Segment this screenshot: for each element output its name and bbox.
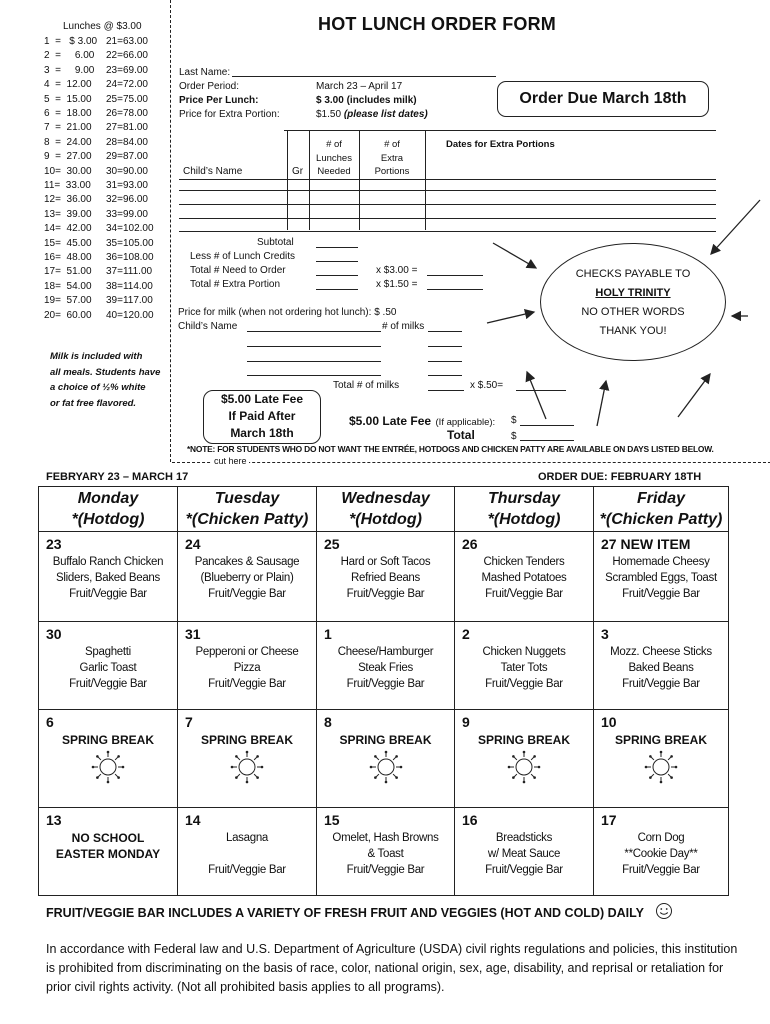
price-cell: 38=114.00 — [106, 280, 153, 292]
day-number: 8 — [324, 714, 332, 730]
menu-items — [317, 554, 454, 602]
price-cell: 29=87.00 — [106, 151, 148, 163]
spring-break-label: SPRING BREAK — [200, 733, 293, 747]
checks-line-3: NO OTHER WORDS — [581, 306, 685, 318]
day-header-line: *(Chicken Patty) — [599, 511, 723, 528]
less-credits-label: Less # of Lunch Credits — [190, 251, 296, 262]
calendar-week-row — [39, 808, 729, 896]
menu-item: Scrambled Eggs, Toast — [605, 572, 717, 584]
calendar-day-cell — [455, 710, 594, 808]
menu-item: Fruit/Veggie Bar — [208, 588, 286, 600]
milk-count-label: # of milks — [382, 321, 425, 332]
price-cell: 2 = 6.00 — [44, 50, 95, 62]
menu-item: Fruit/Veggie Bar — [622, 864, 700, 876]
day-header-line: Tuesday — [214, 490, 280, 507]
day-header — [455, 487, 594, 532]
price-cell: 11= 33.00 — [44, 180, 91, 191]
menu-item: Fruit/Veggie Bar — [346, 588, 425, 600]
col-lunches-line: Lunches — [316, 152, 352, 164]
col-grade: Gr — [292, 166, 304, 177]
day-header-line: Thursday — [487, 490, 560, 507]
day-number: 1 — [324, 626, 332, 642]
cut-here-label: cut here — [214, 456, 247, 466]
calendar-day-cell — [39, 808, 178, 896]
price-cell: 15= 45.00 — [44, 237, 92, 249]
day-number: 25 — [324, 536, 340, 552]
price-cell: 8 = 24.00 — [44, 136, 92, 148]
total-dollar: $ — [511, 431, 517, 442]
late-fee-applicable: (If applicable): — [435, 417, 496, 428]
day-number: 13 — [46, 812, 62, 828]
day-header-line: *(Hotdog) — [71, 511, 145, 528]
order-period-value: March 23 – April 17 — [316, 81, 403, 92]
smiley-icon — [655, 902, 673, 920]
calendar-week-row — [39, 622, 729, 710]
cut-line-horizontal — [172, 462, 770, 463]
price-cell: 21=63.00 — [106, 36, 148, 47]
menu-items — [594, 554, 728, 602]
menu-item: Lasagna — [225, 832, 269, 844]
calendar-day-cell — [594, 532, 729, 622]
day-header-line: *(Chicken Patty) — [185, 511, 309, 528]
price-cell: 14= 42.00 — [44, 223, 92, 235]
calendar-day-cell — [178, 622, 317, 710]
menu-item: Breadsticks — [495, 832, 553, 844]
total-milks-label: Total # of milks — [333, 380, 400, 391]
price-cell: 28=84.00 — [106, 136, 148, 148]
price-cell: 19= 57.00 — [44, 295, 92, 307]
price-cell: 1 = $ 3.00 — [44, 36, 98, 47]
order-due-badge: Order Due March 18th — [497, 81, 709, 117]
no-school-line: NO SCHOOL — [71, 831, 145, 845]
calendar-day-cell — [594, 622, 729, 710]
menu-items — [317, 644, 454, 692]
total-need-label: Total # Need to Order — [190, 265, 286, 276]
price-cell: 31=93.00 — [106, 180, 148, 191]
late-fee-dollar: $ — [511, 415, 517, 426]
menu-item: Pizza — [233, 662, 261, 674]
price-cell: 40=120.00 — [106, 309, 154, 321]
x-150-label: x $1.50 = — [376, 279, 418, 290]
checks-payee: HOLY TRINITY — [595, 287, 671, 299]
milk-note-line: Milk is included with — [50, 351, 143, 362]
menu-items — [455, 830, 593, 878]
calendar-day-cell — [39, 710, 178, 808]
day-header-line: Monday — [77, 490, 139, 507]
day-number: 6 — [46, 714, 54, 730]
menu-item: Mozz. Cheese Sticks — [610, 646, 712, 658]
milk-note-line: a choice of ½% white — [50, 382, 146, 393]
order-period-label: Order Period: — [179, 81, 240, 92]
price-cell: 12= 36.00 — [44, 194, 92, 206]
price-cell: 39=117.00 — [106, 295, 153, 307]
day-header — [178, 487, 317, 532]
fruit-veggie-note — [46, 902, 673, 920]
price-cell: 6 = 18.00 — [44, 108, 92, 119]
menu-item — [178, 846, 316, 862]
calendar-order-due: ORDER DUE: FEBRUARY 18TH — [538, 471, 702, 483]
calendar-period: FEBRYARY 23 – MARCH 17 — [46, 471, 189, 483]
calendar-day-cell — [178, 808, 317, 896]
calendar-day-cell — [594, 808, 729, 896]
menu-item: Pancakes & Sausage — [194, 556, 300, 568]
menu-item: Fruit/Veggie Bar — [485, 678, 563, 690]
menu-items — [178, 644, 316, 692]
day-number: 24 — [185, 536, 201, 552]
day-number: 9 — [462, 714, 470, 730]
price-cell: 10= 30.00 — [44, 165, 92, 177]
menu-calendar — [38, 486, 729, 896]
menu-item: w/ Meat Sauce — [487, 848, 561, 860]
menu-item: Tater Tots — [500, 662, 548, 674]
calendar-day-cell — [455, 622, 594, 710]
subtotal-label: Subtotal — [257, 237, 294, 248]
price-cell: 17= 51.00 — [44, 266, 92, 278]
milk-note-line: all meals. Students have — [50, 366, 161, 378]
menu-item: **Cookie Day** — [624, 848, 698, 860]
price-cell: 22=66.00 — [106, 50, 148, 62]
menu-item: Steak Fries — [358, 662, 413, 674]
arrow-line — [487, 312, 534, 323]
entree-note: *NOTE: FOR STUDENTS WHO DO NOT WANT THE ENTRÉE, HOTDOGS AND CHICKEN PATTY ARE AVAILABLE ON DAYS LISTED BELOW. — [187, 444, 714, 454]
col-extra-line: Portions — [374, 166, 410, 177]
menu-items — [594, 644, 728, 692]
day-number: 23 — [46, 536, 62, 552]
price-per-lunch-value: $ 3.00 (includes milk) — [316, 95, 417, 106]
price-cell: 27=81.00 — [106, 122, 148, 134]
price-cell: 13= 39.00 — [44, 208, 92, 220]
day-header — [594, 487, 729, 532]
day-number: 17 — [601, 812, 617, 828]
menu-item: Homemade Cheesy — [612, 556, 710, 568]
menu-items — [594, 830, 728, 878]
menu-item: Buffalo Ranch Chicken — [52, 556, 164, 568]
day-number: 2 — [462, 626, 470, 642]
calendar-day-cell — [317, 622, 455, 710]
no-school-label — [39, 830, 177, 862]
fruit-veggie-text: FRUIT/VEGGIE BAR INCLUDES A VARIETY OF FRESH FRUIT AND VEGGIES (HOT AND COLD) DAILY — [46, 906, 644, 920]
day-number: 15 — [324, 812, 340, 828]
price-cell: 23=69.00 — [106, 64, 148, 76]
price-cell: 7 = 21.00 — [44, 122, 92, 134]
menu-item: Fruit/Veggie Bar — [485, 864, 563, 876]
menu-item: Garlic Toast — [79, 662, 137, 674]
sun-icon — [227, 750, 267, 784]
menu-item: (Blueberry or Plain) — [200, 572, 294, 584]
milk-note-line: or fat free flavored. — [50, 397, 137, 409]
sun-icon — [504, 750, 544, 784]
col-extra-line: Extra — [380, 152, 404, 164]
price-cell: 30=90.00 — [106, 165, 148, 177]
price-per-lunch-label: Price Per Lunch: — [179, 95, 259, 106]
menu-item: & Toast — [367, 848, 404, 860]
calendar-week-row — [39, 710, 729, 808]
day-number: 16 — [462, 812, 478, 828]
late-fee-line: $5.00 Late Fee — [220, 392, 304, 406]
menu-item: Fruit/Veggie Bar — [346, 864, 425, 876]
calendar-day-cell — [178, 532, 317, 622]
price-cell: 4 = 12.00 — [44, 79, 92, 91]
x-300-label: x $3.00 = — [376, 265, 418, 276]
day-number: 3 — [601, 626, 609, 642]
arrow-line — [493, 243, 536, 268]
price-cell: 32=96.00 — [106, 194, 148, 206]
page-title: HOT LUNCH ORDER FORM — [318, 14, 556, 34]
menu-item: Fruit/Veggie Bar — [346, 678, 425, 690]
menu-item: Chicken Tenders — [483, 556, 565, 568]
spring-break-label: SPRING BREAK — [339, 733, 432, 747]
menu-item: Fruit/Veggie Bar — [69, 678, 147, 690]
menu-item: Mashed Potatoes — [481, 572, 567, 584]
arrow-line — [527, 372, 546, 419]
price-table-header: Lunches @ $3.00 — [63, 21, 142, 32]
day-number: 26 — [462, 536, 478, 552]
calendar-day-cell — [455, 532, 594, 622]
day-header-line: Friday — [636, 490, 685, 507]
arrow-line — [678, 374, 710, 417]
calendar-day-cell — [455, 808, 594, 896]
menu-items — [178, 554, 316, 602]
price-cell: 18= 54.00 — [44, 280, 92, 292]
arrow-line — [711, 200, 760, 254]
extra-portion-label: Price for Extra Portion: — [179, 109, 280, 120]
menu-items — [39, 554, 177, 602]
calendar-day-cell — [317, 532, 455, 622]
day-number: 7 — [185, 714, 193, 730]
sun-icon — [641, 750, 681, 784]
menu-item: Fruit/Veggie Bar — [208, 678, 286, 690]
spring-break-label: SPRING BREAK — [477, 733, 570, 747]
day-header — [39, 487, 178, 532]
late-fee-text: $5.00 Late Fee — [349, 414, 432, 428]
col-lunches-line: Needed — [317, 166, 351, 177]
price-cell: 25=75.00 — [106, 93, 148, 105]
day-header-line: Wednesday — [341, 490, 430, 507]
menu-item: Pepperoni or Cheese — [195, 646, 299, 658]
spring-break-label: SPRING BREAK — [61, 733, 154, 747]
menu-item: Sliders, Baked Beans — [56, 572, 160, 584]
price-cell: 20= 60.00 — [44, 309, 92, 321]
menu-item: Chicken Nuggets — [482, 646, 566, 658]
day-number: 31 — [185, 626, 201, 642]
spring-break-label: SPRING BREAK — [614, 733, 707, 747]
checks-line-1: CHECKS PAYABLE TO — [575, 268, 691, 280]
extra-portion-note: (please list dates) — [343, 109, 428, 120]
late-fee-line: If Paid After — [228, 409, 296, 423]
price-cell: 24=72.00 — [106, 79, 148, 91]
price-cell: 35=105.00 — [106, 237, 154, 249]
menu-item: Baked Beans — [628, 662, 694, 674]
menu-items — [455, 554, 593, 602]
menu-items — [39, 644, 177, 692]
calendar-day-cell — [39, 532, 178, 622]
no-school-line: EASTER MONDAY — [55, 847, 161, 861]
price-cell: 16= 48.00 — [44, 252, 92, 263]
usda-statement: In accordance with Federal law and U.S. Department of Agriculture (USDA) civil rights regulations and policies, this institution is prohibited from discriminating on the basis of race, color, national origin, sex, age, disability, and reprisal or retaliation for prior civil rights activity. (Not all prohibited basis applies to all programs). — [46, 942, 738, 994]
col-extra-line: # of — [384, 139, 400, 150]
menu-items — [317, 830, 454, 878]
calendar-day-cell — [39, 622, 178, 710]
menu-item: Fruit/Veggie Bar — [208, 864, 286, 876]
menu-item: Fruit/Veggie Bar — [622, 678, 700, 690]
total-extra-label: Total # Extra Portion — [190, 279, 281, 290]
day-header — [317, 487, 455, 532]
day-number: 27 NEW ITEM — [601, 536, 691, 552]
menu-items — [455, 644, 593, 692]
price-cell: 3 = 9.00 — [44, 64, 95, 76]
calendar-day-cell — [317, 710, 455, 808]
price-cell: 26=78.00 — [106, 108, 148, 119]
menu-item: Fruit/Veggie Bar — [485, 588, 563, 600]
milk-child-name-label: Child’s Name — [178, 321, 238, 332]
calendar-day-cell — [317, 808, 455, 896]
menu-item: Cheese/Hamburger — [337, 646, 434, 658]
menu-items — [178, 830, 316, 878]
last-name-label: Last Name: — [179, 67, 231, 78]
x-050-label: x $.50= — [470, 380, 504, 391]
menu-item: Refried Beans — [351, 572, 420, 584]
sun-icon — [88, 750, 128, 784]
day-number: 14 — [185, 812, 201, 828]
price-cell: 33=99.00 — [106, 208, 148, 220]
arrow-group — [487, 200, 760, 426]
price-cell: 5 = 15.00 — [44, 93, 92, 105]
menu-item: Spaghetti — [85, 646, 131, 658]
day-header-line: *(Hotdog) — [487, 511, 561, 528]
sun-icon — [366, 750, 406, 784]
menu-item: Omelet, Hash Browns — [332, 832, 439, 844]
price-cell: 9 = 27.00 — [44, 151, 92, 163]
checks-line-4: THANK YOU! — [599, 325, 667, 337]
col-childs-name: Child’s Name — [183, 166, 243, 177]
price-cell: 34=102.00 — [106, 223, 154, 235]
day-header-line: *(Hotdog) — [349, 511, 422, 528]
menu-item: Hard or Soft Tacos — [340, 556, 431, 568]
menu-item: Fruit/Veggie Bar — [622, 588, 700, 600]
price-cell: 37=111.00 — [106, 266, 153, 278]
arrows-overlay — [0, 0, 770, 470]
calendar-day-cell — [178, 710, 317, 808]
calendar-header-row — [39, 487, 729, 532]
day-number: 30 — [46, 626, 62, 642]
col-dates-extra: Dates for Extra Portions — [446, 139, 555, 150]
day-number: 10 — [601, 714, 617, 730]
calendar-week-row — [39, 532, 729, 622]
milk-price-label: Price for milk (when not ordering hot lunch): $ .50 — [178, 307, 397, 318]
price-cell: 36=108.00 — [106, 252, 154, 263]
total-label: Total — [447, 428, 475, 442]
late-fee-line: March 18th — [230, 426, 294, 440]
col-lunches-line: # of — [326, 139, 342, 150]
arrow-line — [597, 381, 606, 426]
calendar-day-cell — [594, 710, 729, 808]
extra-portion-price: $1.50 — [316, 109, 342, 120]
menu-item: Corn Dog — [637, 832, 685, 844]
menu-item: Fruit/Veggie Bar — [69, 588, 147, 600]
